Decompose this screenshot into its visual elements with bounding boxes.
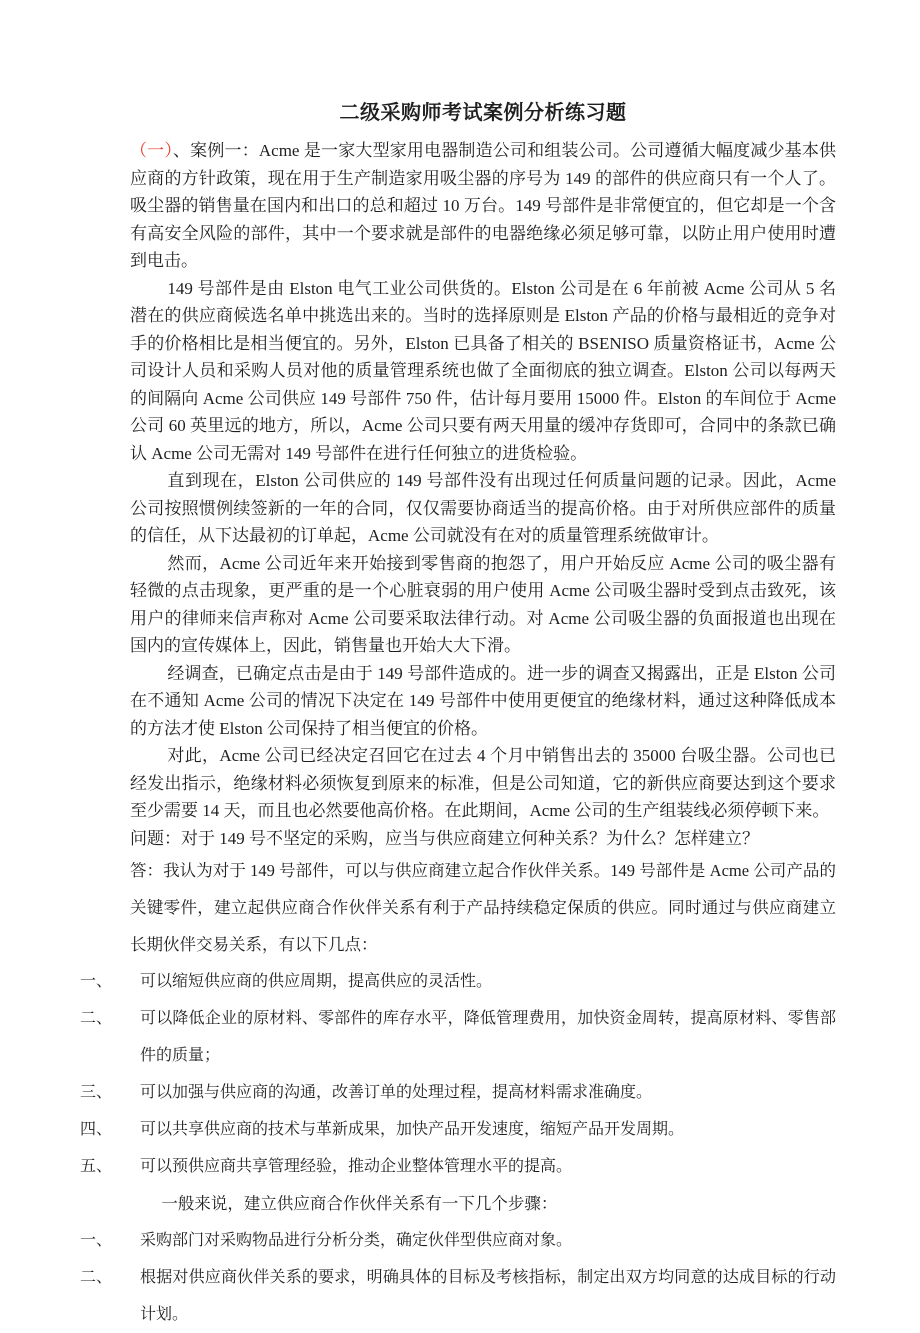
case-paragraph-supply: 149 号部件是由 Elston 电气工业公司供货的。Elston 公司是在 6 年前被 Acme 公司从 5 名潜在的供应商候选名单中挑选出来的。当时的选择原则是 Elston 产品的价格与最相近的竞争对手的价格相比是相当便宜的。另外，Elston 已具备了相关的 BSENISO 质量资格证书，Acme 公司设计人员和采购人员对他的质量管理系统也做了全面彻底的独立调查。Elston 公司以每两天的间隔向 Acme 公司供应 149 号部件 750 件，估计每月要用 15000 件。Elston 的车间位于 Acme 公司 60 英里远的地方，所以，Acme 公司只要有两天用量的缓冲存货即可，合同中的条款已确认 Acme 公司无需对 149 号部件在进行任何独立的进货检验。 [130, 278, 836, 463]
question-line: 问题：对于 149 号不坚定的采购，应当与供应商建立何种关系？为什么？怎样建立？ [130, 828, 759, 848]
list-item [80, 1148, 836, 1185]
list-item-number: 二、 [80, 1269, 113, 1286]
list-item-text: 可以共享供应商的技术与革新成果，加快产品开发速度，缩短产品开发周期。 [140, 1121, 685, 1138]
list-item-text: 可以缩短供应商的供应周期，提高供应的灵活性。 [140, 973, 493, 990]
case-paragraph-quality-record: 直到现在，Elston 公司供应的 149 号部件没有出现过任何质量问题的记录。因此，Acme 公司按照惯例续签新的一年的合同，仅仅需要协商适当的提高价格。由于对所供应部件的质量的信任，从下达最初的订单起，Acme 公司就没有在对的质量管理系统做审计。 [130, 471, 836, 545]
list-item-number: 四、 [80, 1121, 113, 1138]
list-item [80, 1000, 836, 1074]
list-item-number: 一、 [80, 973, 113, 990]
case-paragraph-investigation: 经调查，已确定点击是由于 149 号部件造成的。进一步的调查又揭露出，正是 Elston 公司在不通知 Acme 公司的情况下决定在 149 号部件中使用更便宜的绝缘材料，通过这种降低成本的方法才使 Elston 公司保持了相当便宜的价格。 [130, 663, 836, 738]
list-item-number: 三、 [80, 1084, 113, 1101]
list-item-text: 可以预供应商共享管理经验，推动企业整体管理水平的提高。 [140, 1158, 573, 1175]
case-intro-paragraph [130, 137, 836, 275]
case-number-highlight: （一） [130, 141, 174, 160]
list-item-text: 采购部门对采购物品进行分析分类，确定伙伴型供应商对象。 [140, 1232, 573, 1249]
list-item-text: 可以加强与供应商的沟通，改善订单的处理过程，提高材料需求准确度。 [140, 1084, 653, 1101]
list-item-number: 二、 [80, 1010, 113, 1027]
case-intro-text: 、案例一：Acme 是一家大型家用电器制造公司和组装公司。公司遵循大幅度减少基本供应商的方针政策，现在用于生产制造家用吸尘器的序号为 149 的部件的供应商只有一个人了。吸尘器的销售量在国内和出口的总和超过 10 万台。149 号部件是非常便宜的，但它却是一个含有高安全风险的部件，其中一个要求就是部件的电器绝缘必须足够可靠，以防止用户使用时遭到电击。 [130, 141, 836, 270]
page-title: 二级采购师考试案例分析练习题 [339, 102, 627, 124]
list-item [80, 963, 836, 1000]
list-item-number: 一、 [80, 1232, 113, 1249]
list-item [80, 1259, 836, 1333]
answer-opening-paragraph: 答：我认为对于 149 号部件，可以与供应商建立起合作伙伴关系。149 号部件是 Acme 公司产品的关键零件，建立起供应商合作伙伴关系有利于产品持续稳定保质的供应。同时通过与供应商建立长期伙伴交易关系，有以下几点： [130, 861, 836, 954]
benefit-list [80, 963, 836, 1185]
steps-intro-line: 一般来说，建立供应商合作伙伴关系有一下几个步骤： [161, 1194, 558, 1213]
list-item [80, 1111, 836, 1148]
list-item-text: 可以降低企业的原材料、零部件的库存水平，降低管理费用，加快资金周转，提高原材料、零售部件的质量； [140, 1010, 836, 1064]
steps-list [80, 1222, 836, 1333]
list-item-number: 五、 [80, 1158, 113, 1175]
list-item [80, 1222, 836, 1259]
case-paragraph-complaints: 然而，Acme 公司近年来开始接到零售商的抱怨了，用户开始反应 Acme 公司的吸尘器有轻微的点击现象，更严重的是一个心脏衰弱的用户使用 Acme 公司吸尘器时受到点击致死，该用户的律师来信声称对 Acme 公司要采取法律行动。对 Acme 公司吸尘器的负面报道也出现在国内的宣传媒体上，因此，销售量也开始大大下滑。 [130, 553, 836, 655]
list-item-text: 根据对供应商伙伴关系的要求，明确具体的目标及考核指标，制定出双方均同意的达成目标的行动计划。 [140, 1269, 836, 1323]
list-item [80, 1074, 836, 1111]
case-paragraph-recall: 对此，Acme 公司已经决定召回它在过去 4 个月中销售出去的 35000 台吸尘器。公司也已经发出指示，绝缘材料必须恢复到原来的标准，但是公司知道，它的新供应商要达到这个要求至少需要 14 天，而且也必然要他高价格。在此期间，Acme 公司的生产组装线必须停顿下来。 [130, 746, 836, 820]
